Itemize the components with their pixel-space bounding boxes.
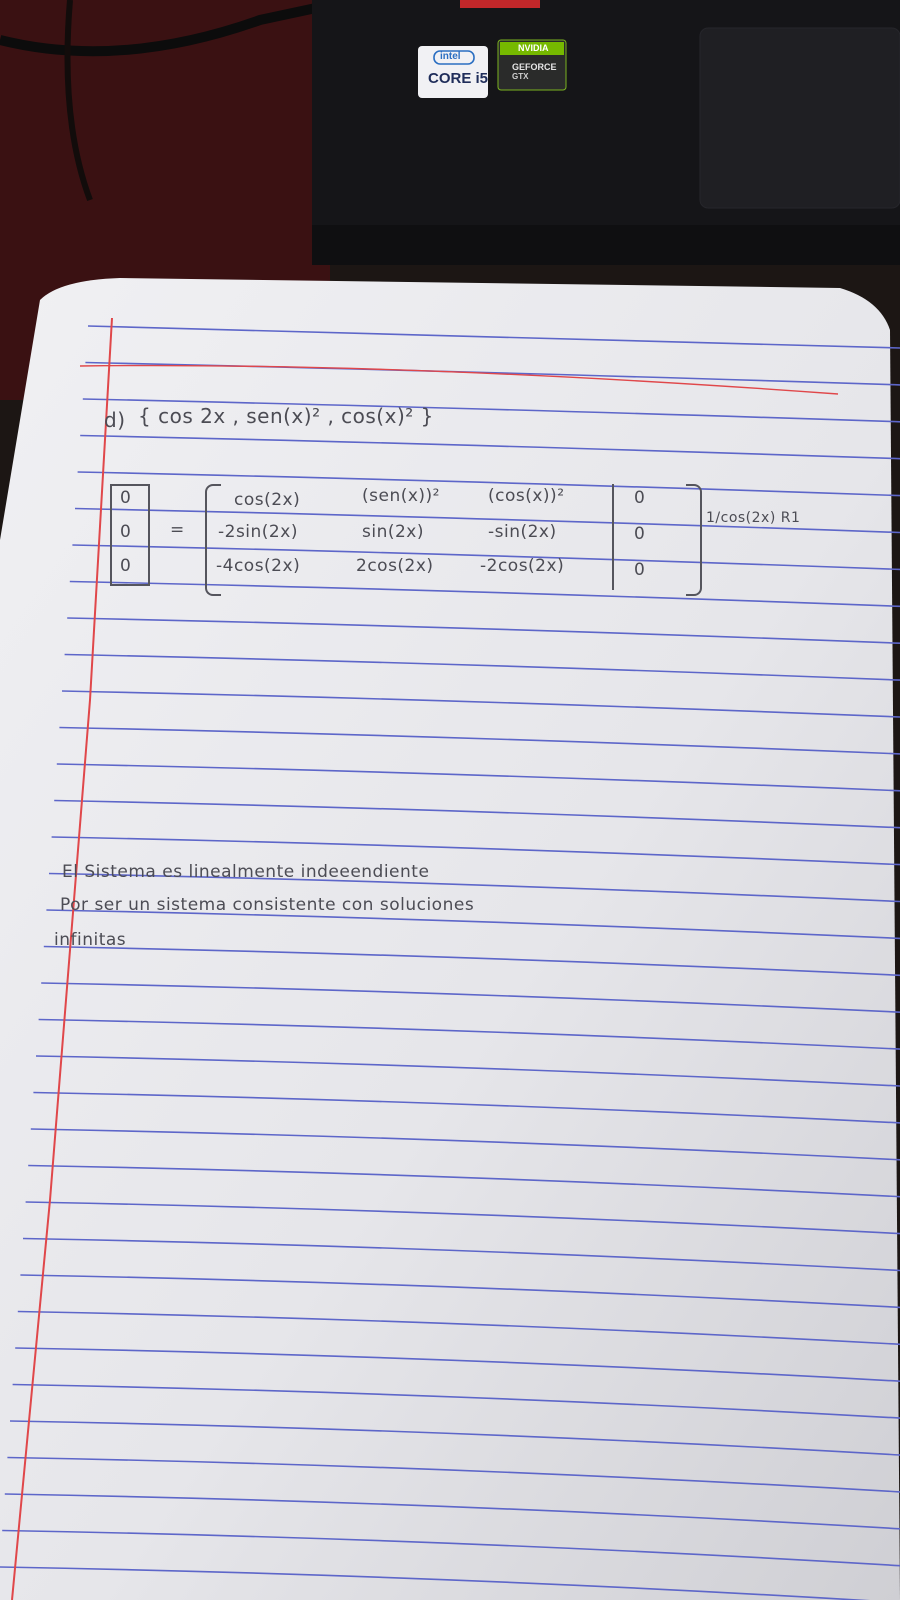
nvidia-line1-text: GEFORCE [512,62,557,72]
intel-brand-text: intel [440,51,461,62]
matrix-cell: 0 [634,524,646,544]
intel-model-text: CORE i5 [428,70,489,87]
problem-label: d) [104,408,126,432]
matrix-cell: -2cos(2x) [480,556,565,576]
matrix-cell: 2cos(2x) [356,556,434,576]
lhs-entry: 0 [120,522,132,542]
conclusion-line: infinitas [54,930,127,950]
lhs-entry: 0 [120,556,132,576]
matrix-cell: 0 [634,488,646,508]
row-operation-note: 1/cos(2x) R1 [706,510,801,526]
augment-divider [612,484,614,590]
matrix-cell: cos(2x) [234,490,301,510]
matrix-cell: 0 [634,560,646,580]
matrix-cell: -4cos(2x) [216,556,301,576]
nvidia-line2-text: GTX [512,72,529,81]
matrix-cell: -2sin(2x) [218,522,298,542]
set-expression: { cos 2x , sen(x)² , cos(x)² } [138,404,434,428]
matrix-cell: sin(2x) [362,522,424,542]
matrix-cell: (cos(x))² [488,486,565,506]
matrix-right-bracket [686,484,702,596]
matrix-cell: -sin(2x) [488,522,557,542]
conclusion-line: El Sistema es linealmente indeeendiente [62,862,430,882]
nvidia-brand-text: NVIDIA [518,43,549,53]
equals-sign: = [170,520,185,540]
conclusion-line: Por ser un sistema consistente con soluciones [60,895,475,915]
lhs-entry: 0 [120,488,132,508]
matrix-cell: (sen(x))² [362,486,440,506]
